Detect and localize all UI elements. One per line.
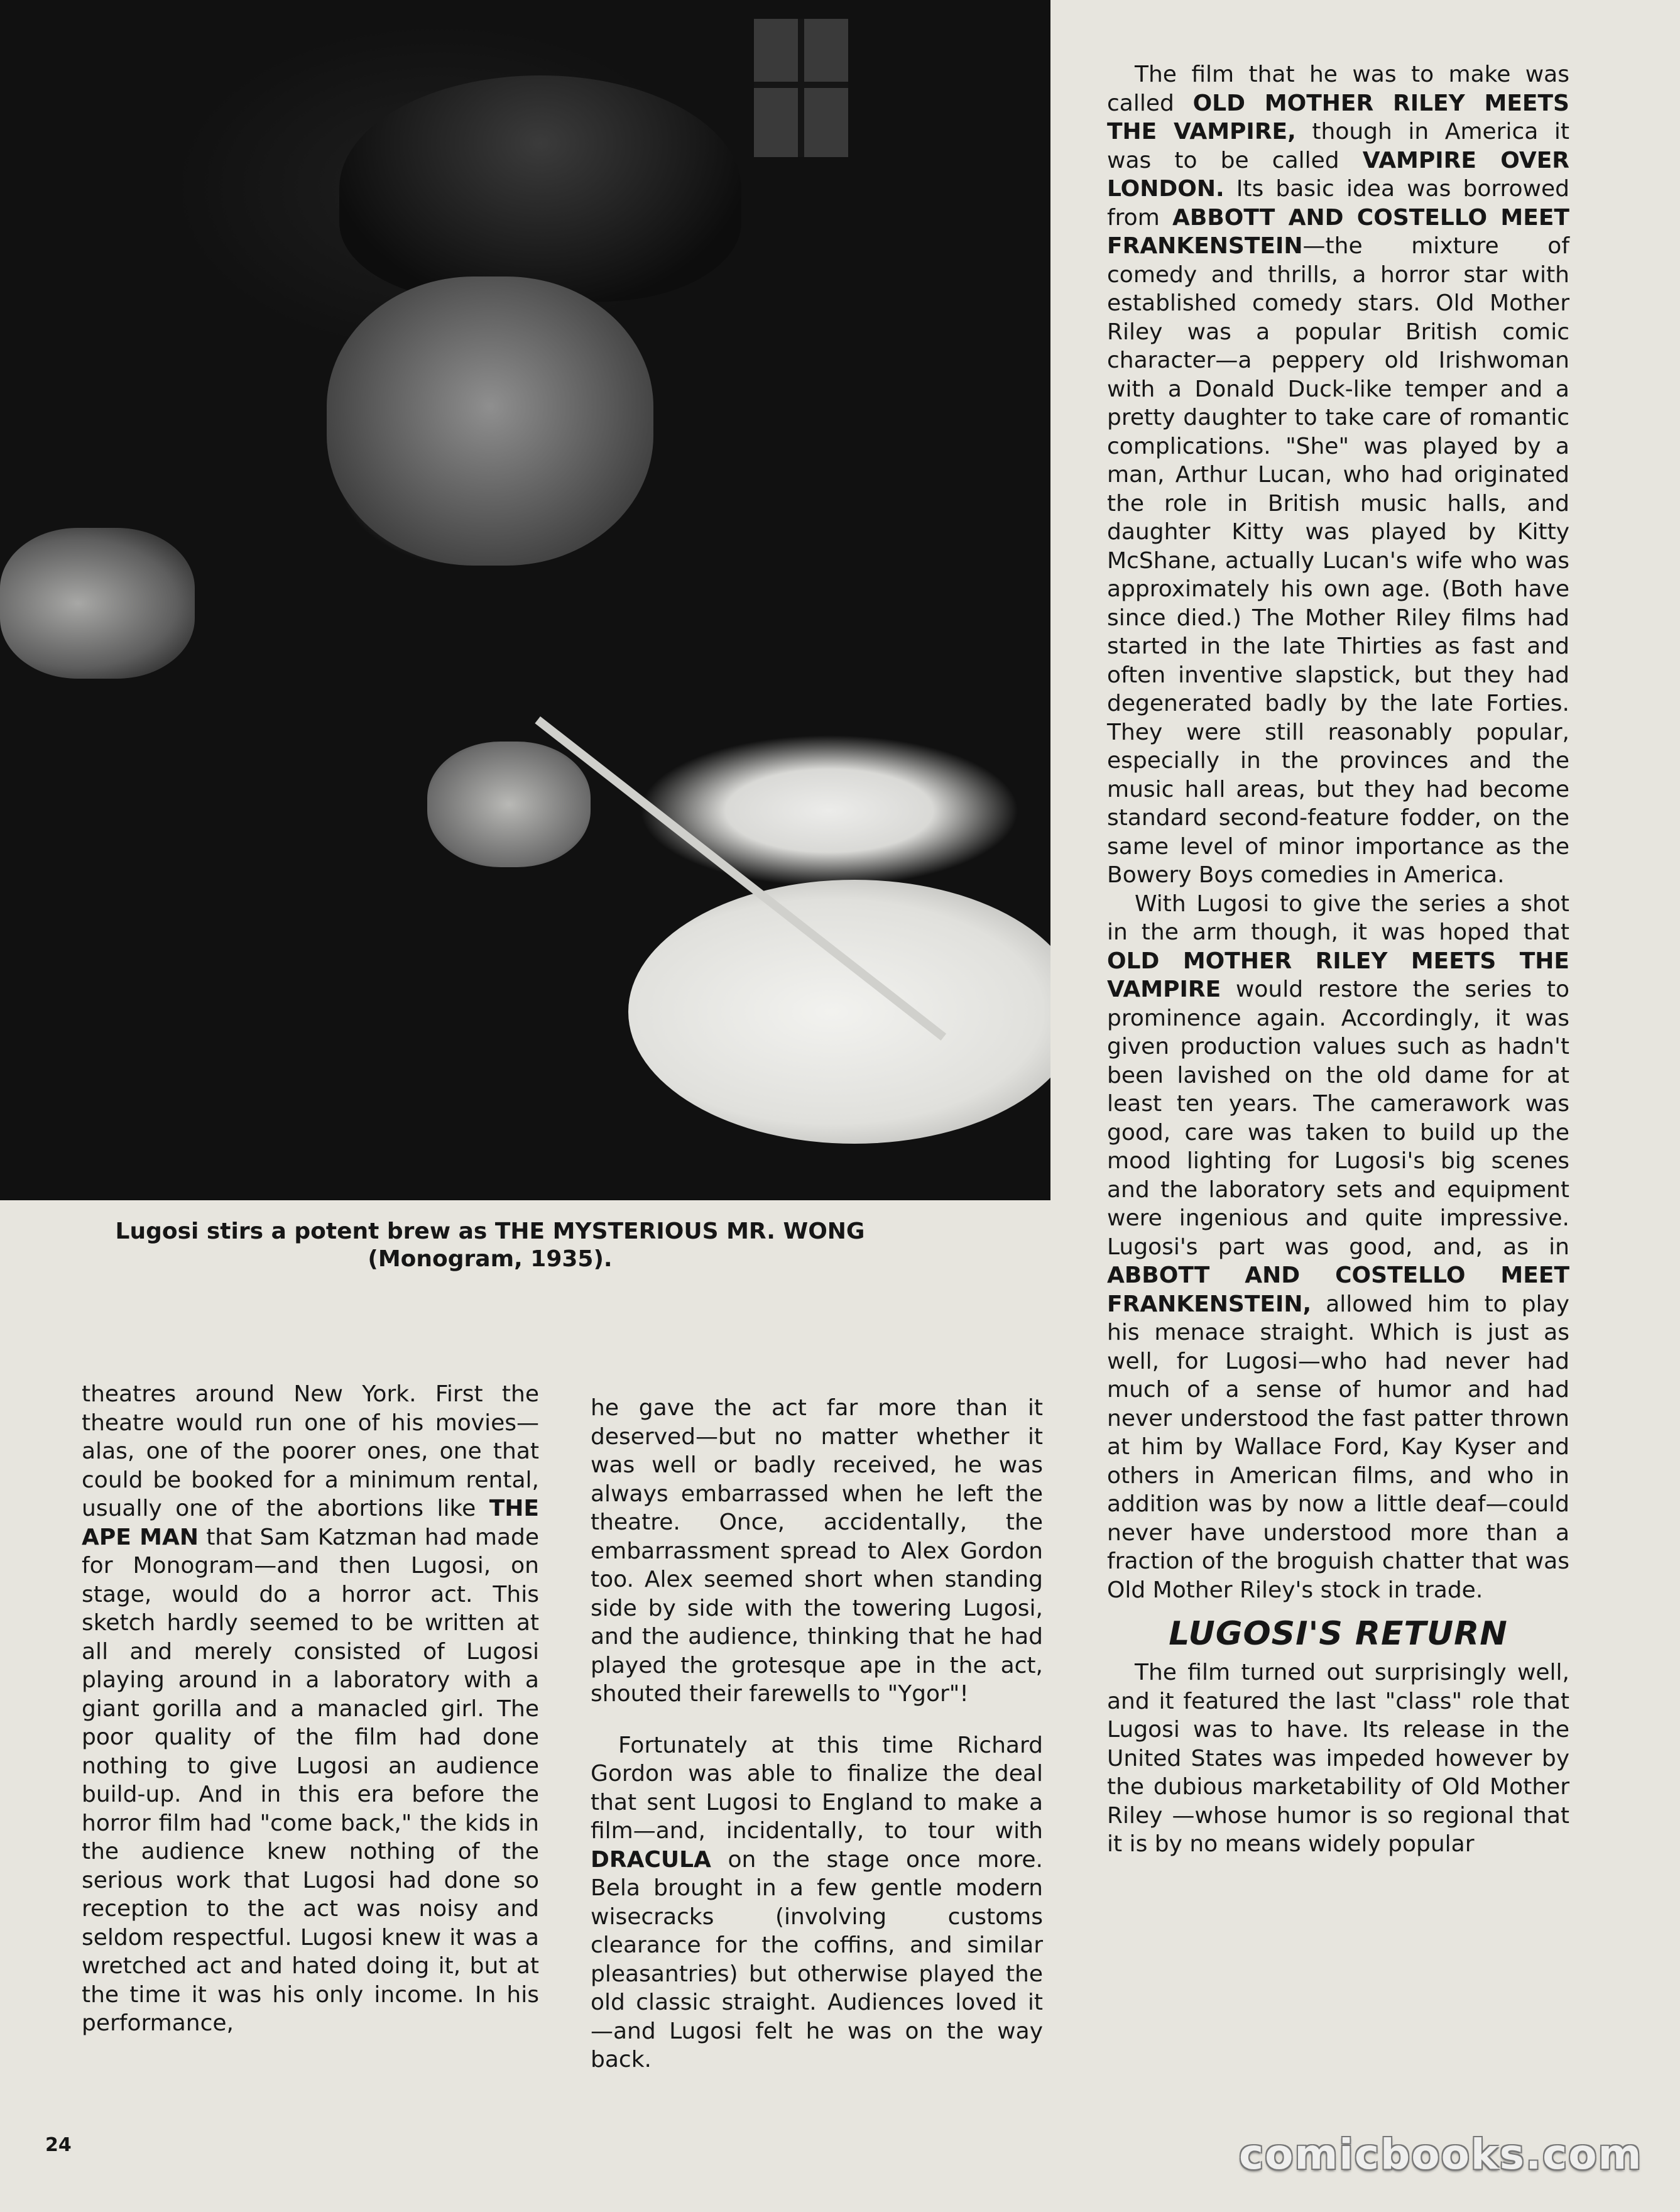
col1-paragraph (82, 1380, 539, 2038)
col3-text-g: —the mixture of comedy and thrills, a horror star with established comedy stars. Old Mother Riley was a popular British comic character—a peppery old Irishwoman with a Donald Duck-like temper and a pretty daughter to take care of romantic complications. "She" was played by a man, Arthur Lucan, who had originated the role in British music halls, and daughter Kitty was played by Kitty McShane, actually Lucan's wife who was approximately his own age. (Both have since died.) The Mother Riley films had started in the late Thirties as fast and often inventive slapstick, but they had degenerated badly by the late Forties. They were still reasonably popular, especially in the provinces and the music hall areas, but they had become standard second-feature fodder, on the same level of minor importance as the Bowery Boys comedies in America. (1107, 233, 1569, 888)
col3-text-c: though in America it was to be called (1107, 119, 1570, 173)
col3-text-a: The film that he was to make was called (1107, 62, 1569, 116)
col1-text-a: theatres around New York. First the theatre would run one of his movies—alas, one of the poorer ones, one that could be booked for a minimum rental, usually one of the abortions like (82, 1381, 539, 1521)
col2-text-c: on the stage once more. Bela brought in a few gentle modern wisecracks (involving customs clearance for the coffins, and similar pleasantries) but otherwise played the old classic straight. Audiences loved it—and Lugosi felt he was on the way back. (591, 1846, 1043, 2072)
skullcap (339, 75, 741, 302)
col3-p2-text-a: With Lugosi to give the series a shot in the arm though, it was hoped that (1107, 890, 1569, 945)
caption-line-1: Lugosi stirs a potent brew as THE MYSTERIOUS MR. WONG (115, 1218, 865, 1244)
col3-p2-text-c: would restore the series to prominence again. Accordingly, it was given production values such as hadn't been lavished on the old dame for at least ten years. The camerawork was good, care was taken to build up the mood lighting for Lugosi's big scenes and the laboratory sets and equipment were ingenious and quite impressive. Lugosi's part was good, and, as in (1107, 977, 1569, 1260)
col2-paragraph-1: he gave the act far more than it deserved—but no matter whether it was well or badly received, he was always embarrassed when he left the theatre. Once, accidentally, the embarrassment spread to Alex Gordon too. Alex seemed short when standing side by side with the towering Lugosi, and the audience, thinking that he had played the grotesque ape in the act, shouted their farewells to "Ygor"! (591, 1395, 1043, 1707)
film-title-ape-man: THE APE MAN (82, 1496, 539, 1550)
page-number: 24 (45, 2134, 72, 2156)
film-title-abbott-costello-2: ABBOTT AND COSTELLO MEET FRANKENSTEIN, (1107, 1262, 1569, 1317)
column-2 (591, 1394, 1043, 2074)
background-window (754, 19, 848, 157)
film-title-old-mother-riley-2: OLD MOTHER RILEY MEETS THE VAMPIRE (1107, 948, 1569, 1002)
column-3 (1107, 60, 1569, 1859)
col3-p2-text-e: allowed him to play his menace straight. Which is just as well, for Lugosi—who had never had much of a sense of humor and had never understood the fast patter thrown at him by Wallace Ford, Kay Kyser and others in American films, and who in addition was by now a little deaf—could never have understood more than a fraction of the broguish chatter that was Old Mother Riley's stock in trade. (1107, 1291, 1569, 1603)
face (327, 276, 653, 566)
watermark: comicbooks.com (1239, 2130, 1643, 2179)
film-title-dracula: DRACULA (591, 1846, 711, 1873)
left-hand (0, 528, 195, 679)
col2-paragraph-2 (591, 1731, 1043, 2074)
col3-paragraph-3: The film turned out surprisingly well, and it featured the last "class" role that Lugosi was to have. Its release in the United States was impeded however by the dubious marketability of Old Mother Riley —whose humor is so regional that it is by no means widely popular (1107, 1660, 1569, 1857)
caption-line-2: (Monogram, 1935). (368, 1246, 613, 1272)
film-title-vampire-over-london: VAMPIRE OVER LONDON. (1107, 147, 1570, 202)
col3-text-e: Its basic idea was borrowed from (1107, 176, 1569, 231)
film-title-old-mother-riley: OLD MOTHER RILEY MEETS THE VAMPIRE, (1107, 90, 1569, 145)
bowl (628, 880, 1050, 1144)
col1-text-c: that Sam Katzman had made for Monogram—and then Lugosi, on stage, would do a horror act. This sketch hardly seemed to be written at all and merely consisted of Lugosi playing around in a laboratory with a giant gorilla and a manacled girl. The poor quality of the film had done nothing to give Lugosi an audience build-up. And in this era before the horror film had "come back," the kids in the audience knew nothing of the serious work that Lugosi had done so reception to the act was noisy and seldom respectful. Lugosi knew it was a wretched act and hated doing it, but at the time it was his only income. In his performance, (82, 1524, 540, 2036)
col3-paragraph-2 (1107, 890, 1569, 1605)
col3-paragraph-1 (1107, 60, 1569, 890)
right-hand (427, 742, 591, 867)
section-heading: LUGOSI'S RETURN (1169, 1615, 1508, 1653)
column-1 (82, 1380, 539, 2038)
lugosi-photo (0, 0, 1050, 1200)
col2-text-a: Fortunately at this time Richard Gordon was able to finalize the deal that sent Lugosi to England to make a film—and, incidentally, to tour with (591, 1732, 1043, 1844)
photo-caption (82, 1218, 898, 1273)
film-title-abbott-costello: ABBOTT AND COSTELLO MEET FRANKENSTEIN (1107, 204, 1569, 259)
